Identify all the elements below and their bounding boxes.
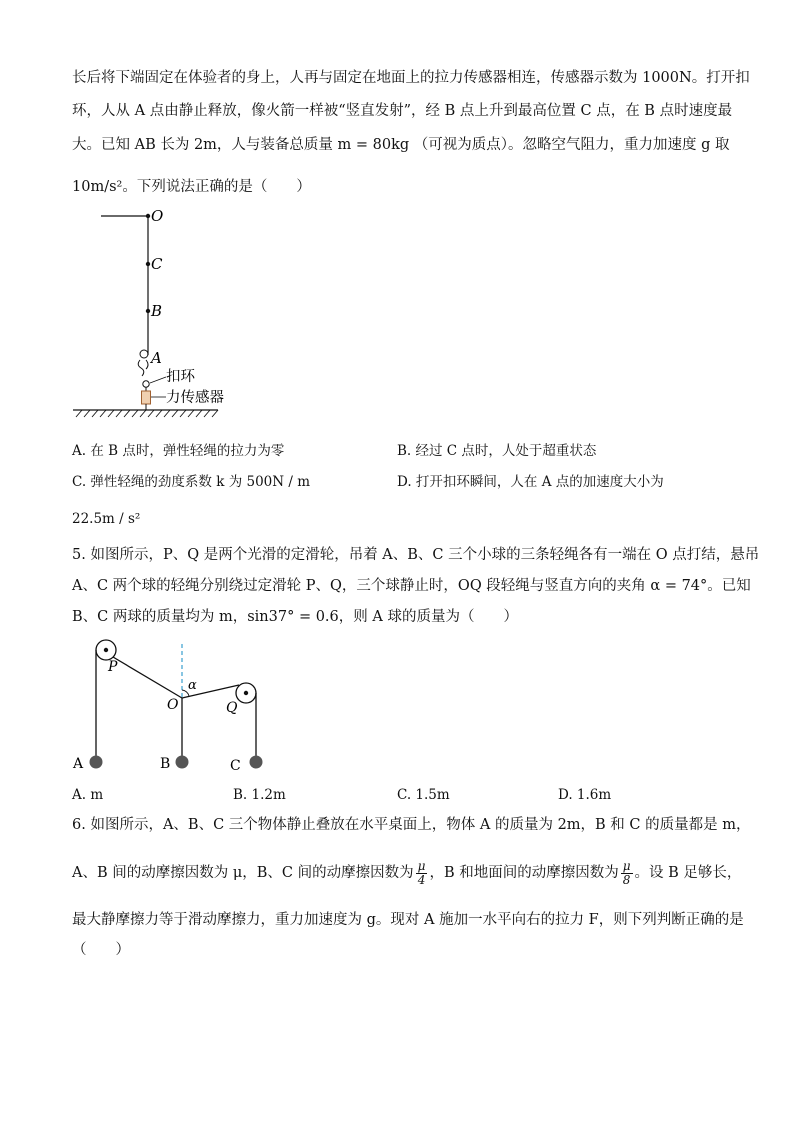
label-ball-c: C bbox=[230, 758, 241, 774]
label-b: B bbox=[151, 302, 163, 320]
q4-line-3: 大。已知 AB 长为 2m，人与装备总质量 m = 80kg （可视为质点）。忽略空气阻力，重力加速度 g 取 bbox=[72, 137, 730, 153]
q6-line-1: 6. 如图所示，A、B、C 三个物体静止叠放在水平桌面上，物体 A 的质量为 2m，B 和 C 的质量都是 m， bbox=[72, 817, 751, 833]
label-o: O bbox=[151, 207, 164, 225]
label-ball-a: A bbox=[73, 756, 84, 772]
q5-option-c: C. 1.5m bbox=[397, 787, 450, 803]
q5-figure bbox=[68, 634, 278, 779]
q6-fraction-bc-num: μ bbox=[417, 858, 426, 873]
q5-option-b: B. 1.2m bbox=[233, 787, 286, 803]
q4-line-2: 环，人从 A 点由静止释放，像火箭一样被“竖直发射”，经 B 点上升到最高位置 C 点，在 B 点时速度最 bbox=[72, 103, 733, 119]
q5-line-2: A、C 两个球的轻绳分别绕过定滑轮 P、Q，三个球静止时，OQ 段轻绳与竖直方向的夹角 α = 74°。已知 bbox=[72, 578, 751, 594]
q4-option-d: D. 打开扣环瞬间，人在 A 点的加速度大小为 bbox=[397, 474, 664, 490]
q6-line-4: （ ） bbox=[72, 942, 130, 958]
q4-option-c: C. 弹性轻绳的劲度系数 k 为 500N / m bbox=[72, 474, 310, 490]
q6-line-2-part-1: A、B 间的动摩擦因数为 μ，B、C 间的动摩擦因数为 bbox=[72, 865, 414, 881]
q5-option-d: D. 1.6m bbox=[558, 787, 612, 803]
label-ring: 扣环 bbox=[166, 369, 195, 385]
label-alpha: α bbox=[188, 678, 197, 693]
q6-line-2 bbox=[72, 855, 741, 891]
q5-line-3: B、C 两球的质量均为 m，sin37° = 0.6，则 A 球的质量为（ ） bbox=[72, 609, 518, 625]
q4-option-b: B. 经过 C 点时，人处于超重状态 bbox=[397, 443, 597, 459]
q6-line-2-part-2: ，B 和地面间的动摩擦因数为 bbox=[429, 865, 619, 881]
q6-fraction-ground-num: μ bbox=[622, 858, 631, 873]
q4-line-4: 10m/s²。下列说法正确的是（ ） bbox=[72, 179, 311, 195]
label-sensor: 力传感器 bbox=[166, 390, 224, 406]
q6-fraction-ground bbox=[621, 860, 633, 887]
label-o: O bbox=[167, 697, 179, 713]
q5-line-1: 5. 如图所示，P、Q 是两个光滑的定滑轮，吊着 A、B、C 三个小球的三条轻绳各有一端在 O 点打结，悬吊 bbox=[72, 547, 760, 563]
q6-line-3: 最大静摩擦力等于滑动摩擦力，重力加速度为 g。现对 A 施加一水平向右的拉力 F，则下列判断正确的是 bbox=[72, 912, 744, 928]
q4-line-1: 长后将下端固定在体验者的身上，人再与固定在地面上的拉力传感器相连，传感器示数为 1000N。打开扣 bbox=[72, 70, 750, 86]
q6-fraction-ground-den: 8 bbox=[622, 872, 631, 887]
label-c: C bbox=[151, 255, 163, 273]
q6-fraction-bc-den: 4 bbox=[417, 872, 426, 887]
q6-fraction-bc bbox=[416, 860, 428, 887]
label-q: Q bbox=[226, 700, 238, 716]
q5-option-a: A. m bbox=[72, 787, 104, 803]
q4-option-a: A. 在 B 点时，弹性轻绳的拉力为零 bbox=[72, 443, 285, 459]
label-a: A bbox=[151, 349, 162, 367]
q4-option-d-value: 22.5m / s² bbox=[72, 511, 141, 527]
q6-line-2-part-3: 。设 B 足够长， bbox=[634, 865, 742, 881]
label-p: P bbox=[108, 659, 118, 675]
q4-figure bbox=[70, 205, 250, 427]
label-ball-b: B bbox=[160, 756, 171, 772]
